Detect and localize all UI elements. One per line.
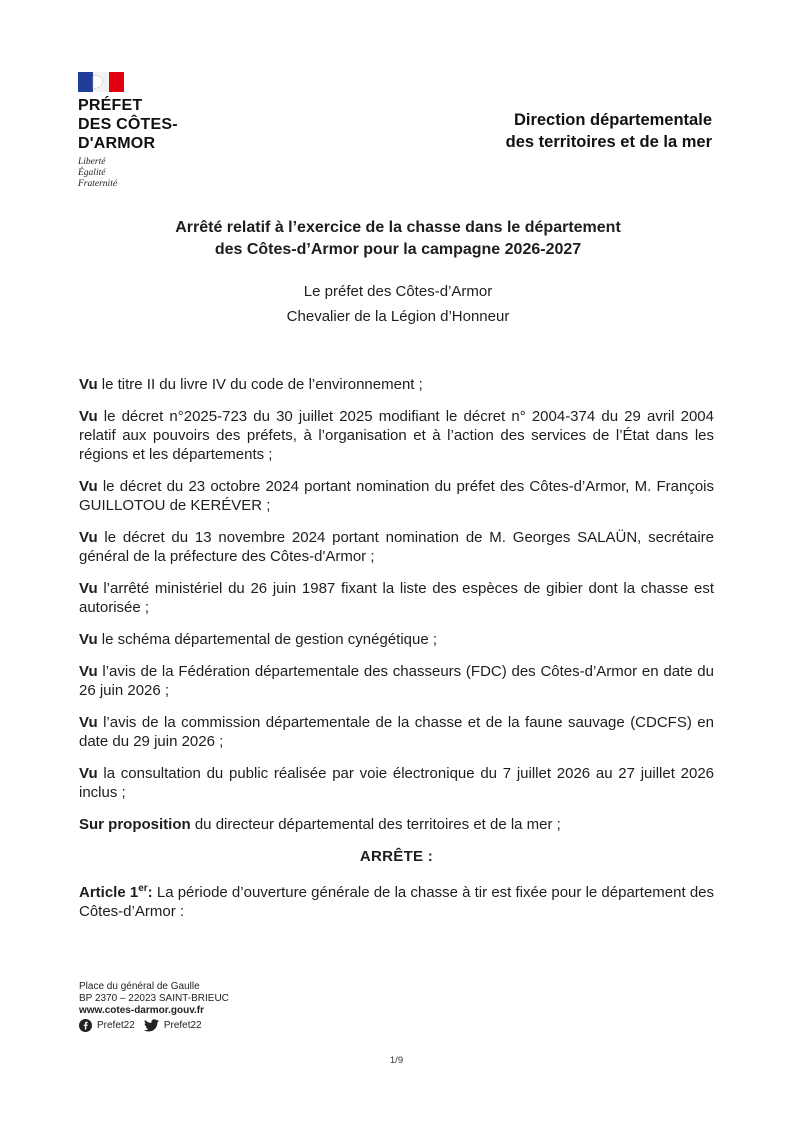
consideration-text: le décret du 13 novembre 2024 portant nomination de M. Georges SALAÜN, secrétaire général de la préfecture des Côtes-d'Armor ; [79, 529, 714, 565]
consideration-text: le schéma départemental de gestion cynégétique ; [97, 631, 438, 648]
prefecture-name-line: PRÉFET [78, 97, 143, 114]
article-colon: : [147, 884, 153, 901]
consideration-text: le décret n°2025-723 du 30 juillet 2025 modifiant le décret n° 2004-374 du 29 avril 2004 relatif aux pouvoirs des préfets, à l’organisation et à l’action des services de l’État dans les régions et les départements ; [79, 408, 714, 463]
consideration-lead: Vu [79, 580, 98, 597]
footer-address-line: BP 2370 – 22023 SAINT-BRIEUC [79, 993, 229, 1004]
consideration-text: l’avis de la commission départementale de la chasse et de la faune sauvage (CDCFS) en date du 29 juin 2026 ; [79, 714, 714, 750]
consideration [79, 764, 714, 802]
republic-motto [78, 157, 117, 190]
issuing-authority [78, 279, 718, 329]
footer-website[interactable]: www.cotes-darmor.gouv.fr [79, 1005, 205, 1016]
consideration-text: le titre II du livre IV du code de l’environnement ; [97, 376, 423, 393]
prefecture-name-line: D'ARMOR [78, 135, 156, 152]
title-line: des Côtes-d’Armor pour la campagne 2026-2027 [214, 241, 582, 258]
page-header [78, 72, 718, 202]
arrete-heading: ARRÊTE : [359, 848, 434, 865]
article-1 [79, 879, 714, 921]
facebook-icon[interactable] [79, 1019, 92, 1032]
article-ordinal: er [138, 883, 148, 894]
consideration-lead: Vu [79, 478, 98, 495]
facebook-handle[interactable]: Prefet22 [97, 1019, 135, 1031]
consideration-lead: Vu [79, 663, 98, 680]
consideration [79, 662, 714, 700]
consideration [79, 630, 714, 649]
consideration-text: la consultation du public réalisée par voie électronique du 7 juillet 2026 au 27 juillet 2026 inclus ; [79, 765, 714, 801]
consideration [79, 375, 714, 394]
article-label: Article 1 [79, 884, 139, 901]
direction-line: des territoires et de la mer [505, 133, 712, 151]
article-1-heading [79, 884, 153, 901]
proposal-lead: Sur proposition [79, 816, 191, 833]
authority-line: Chevalier de la Légion d’Honneur [286, 308, 510, 325]
consideration [79, 528, 714, 566]
document-body [79, 375, 714, 934]
motto-line: Fraternité [78, 179, 118, 189]
proposal-text: du directeur départemental des territoires et de la mer ; [190, 816, 561, 833]
footer-address-line: Place du général de Gaulle [79, 981, 200, 992]
consideration [79, 579, 714, 617]
consideration [79, 713, 714, 751]
consideration-lead: Vu [79, 408, 98, 425]
page-number: 1/9 [389, 1055, 404, 1066]
consideration-lead: Vu [79, 631, 98, 648]
issuing-direction [506, 109, 712, 153]
prefecture-name [78, 96, 178, 153]
article-1-text: La période d’ouverture générale de la chasse à tir est fixée pour le département des Côtes-d’Armor : [79, 884, 714, 920]
consideration-lead: Vu [79, 765, 98, 782]
social-links [79, 1019, 229, 1032]
motto-line: Égalité [78, 168, 106, 178]
authority-line: Le préfet des Côtes-d’Armor [303, 283, 493, 300]
consideration-text: l’arrêté ministériel du 26 juin 1987 fixant la liste des espèces de gibier dont la chasse est autorisée ; [79, 580, 714, 616]
consideration-lead: Vu [79, 714, 98, 731]
motto-line: Liberté [78, 157, 106, 167]
prefecture-name-line: DES CÔTES- [78, 116, 178, 133]
title-line: Arrêté relatif à l’exercice de la chasse dans le département [175, 219, 621, 236]
consideration-lead: Vu [79, 376, 98, 393]
document-title [78, 217, 718, 261]
twitter-handle[interactable]: Prefet22 [163, 1019, 202, 1031]
consideration [79, 477, 714, 515]
consideration-text: l’avis de la Fédération départementale des chasseurs (FDC) des Côtes-d’Armor en date du 26 juin 2026 ; [79, 663, 714, 699]
page-footer [79, 981, 229, 1032]
consideration-text: le décret du 23 octobre 2024 portant nomination du préfet des Côtes-d’Armor, M. François GUILLOTOU de KERÉVER ; [79, 478, 714, 514]
consideration-lead: Vu [79, 529, 98, 546]
proposal [79, 815, 714, 834]
consideration [79, 407, 714, 464]
twitter-icon[interactable] [144, 1019, 159, 1032]
marianne-flag-logo [78, 72, 124, 92]
direction-line: Direction départementale [513, 111, 712, 129]
